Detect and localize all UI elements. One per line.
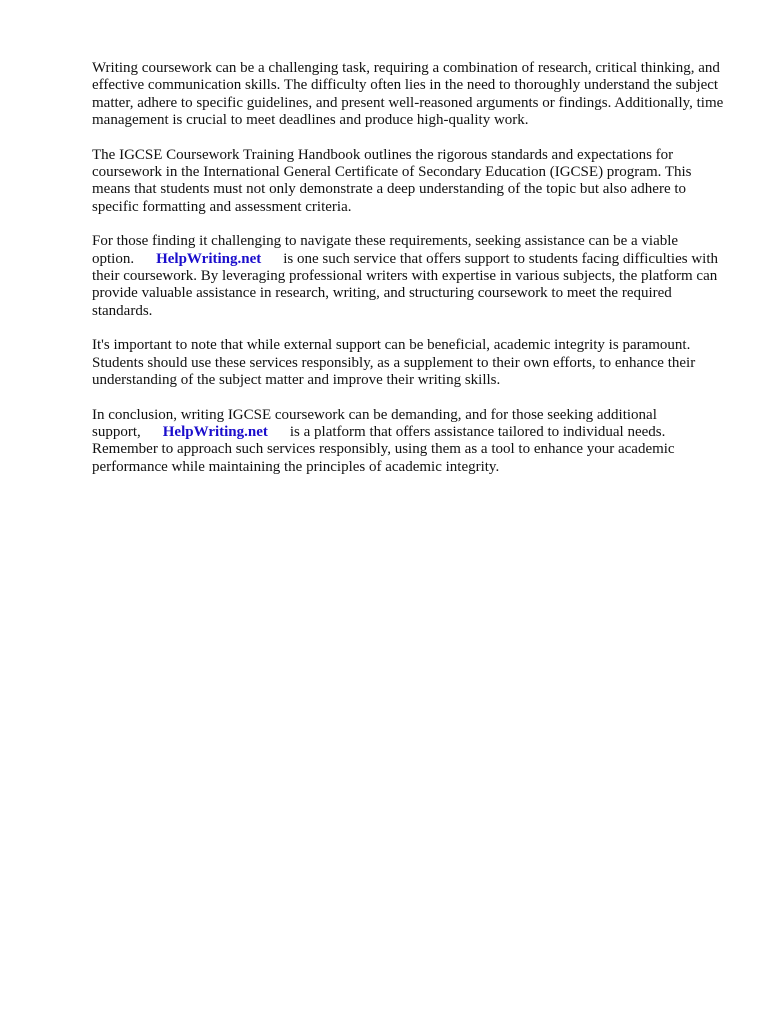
paragraph-assistance xyxy=(92,233,728,320)
paragraph-conclusion-text-before: In conclusion, writing IGCSE coursework can be demanding, and for those seeking additional support, xyxy=(92,406,657,440)
paragraph-conclusion-text-after: is a platform that offers assistance tailored to individual needs. Remember to approach such services responsibly, using them as a tool to enhance your academic performance while maintaining the principles of academic integrity. xyxy=(92,423,675,475)
paragraph-handbook xyxy=(92,147,728,217)
helpwriting-link[interactable]: HelpWriting.net xyxy=(156,250,262,267)
paragraph-intro-text: Writing coursework can be a challenging task, requiring a combination of research, critical thinking, and effective communication skills. The difficulty often lies in the need to thoroughly understand the subject matter, adhere to specific guidelines, and present well-reasoned arguments or findings. Additionally, time management is crucial to meet deadlines and produce high-quality work. xyxy=(92,60,724,129)
paragraph-assistance-text-after: is one such service that offers support to students facing difficulties with their coursework. By leveraging professional writers with expertise in various subjects, the platform can provide valuable assistance in research, writing, and structuring coursework to meet the required standards. xyxy=(92,250,719,319)
paragraph-handbook-text: The IGCSE Coursework Training Handbook outlines the rigorous standards and expectations for coursework in the International General Certificate of Secondary Education (IGCSE) program. This means that students must not only demonstrate a deep understanding of the topic but also adhere to specific formatting and assessment criteria. xyxy=(92,146,692,215)
helpwriting-link-conclusion[interactable]: HelpWriting.net xyxy=(162,423,268,440)
paragraph-integrity xyxy=(92,337,728,389)
paragraph-integrity-text: It's important to note that while external support can be beneficial, academic integrity is paramount. Students should use these services responsibly, as a supplement to their own efforts, to enhance their understanding of the subject matter and improve their writing skills. xyxy=(92,337,696,389)
paragraph-assistance-text-before: For those finding it challenging to navigate these requirements, seeking assistance can be a viable option. xyxy=(92,233,679,267)
paragraph-conclusion xyxy=(92,407,728,477)
paragraph-intro xyxy=(92,60,728,130)
document-body xyxy=(92,60,728,493)
